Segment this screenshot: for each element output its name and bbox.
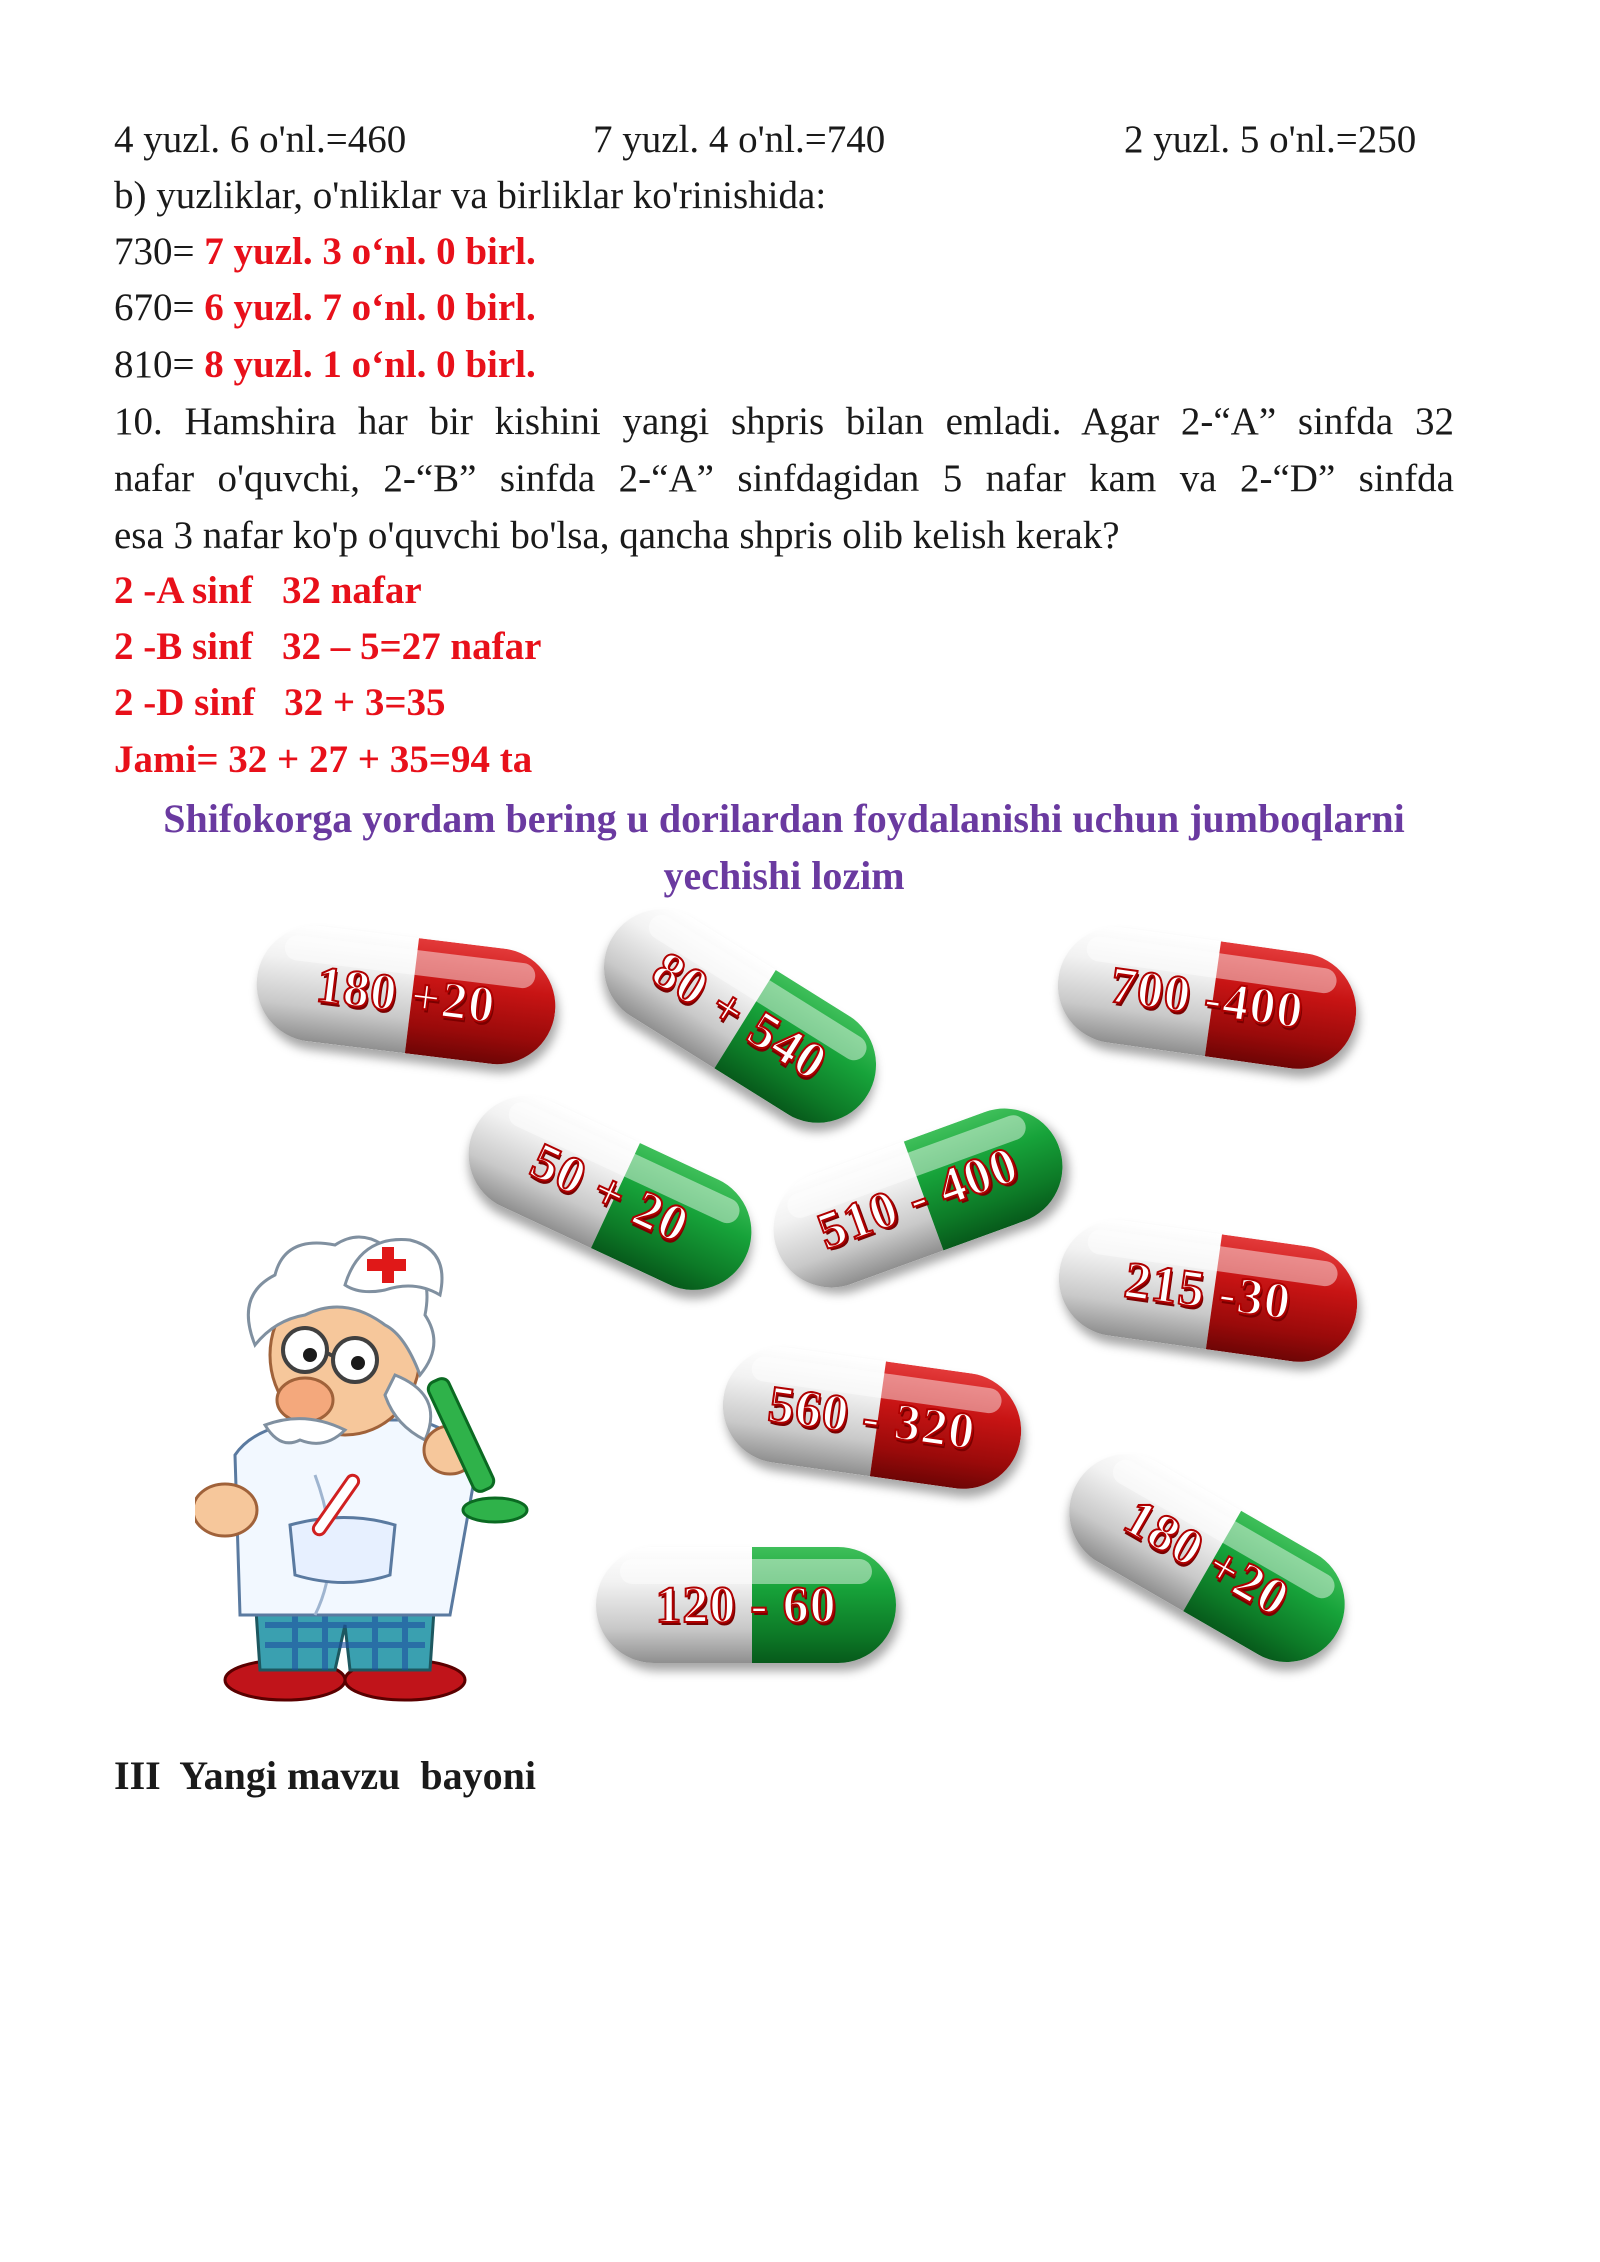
pill-label: 510 - 400 [810, 1135, 1026, 1261]
pill-label: 180 +20 [313, 955, 499, 1035]
pill-label: 700 -400 [1106, 956, 1308, 1040]
part-b-intro: b) yuzliklar, o'nliklar va birliklar ko'rinishida: [114, 174, 827, 217]
puzzle-title-line-1: Shifokorga yordam bering u dorilardan foydalanishi uchun jumboqlarni [163, 796, 1405, 841]
solution-line: 2 -B sinf 32 – 5=27 nafar [114, 625, 542, 668]
solution-total: Jami= 32 + 27 + 35=94 ta [114, 738, 533, 781]
part-b-row [114, 280, 536, 336]
part-b-row [114, 337, 536, 393]
problem-10-line-3: esa 3 nafar ko'p o'quvchi bo'lsa, qancha shpris olib kelish kerak? [114, 514, 1120, 557]
puzzle-title [114, 790, 1454, 904]
pill [596, 1547, 896, 1663]
row-answer: 6 yuzl. 7 o‘nl. 0 birl. [194, 286, 536, 329]
pill [1051, 1213, 1364, 1370]
pill [1048, 1433, 1366, 1683]
solution-line: 2 -A sinf 32 nafar [114, 569, 422, 612]
row-lhs: 670= [114, 286, 195, 329]
top-row-item-3: 2 yuzl. 5 o'nl.=250 [1124, 118, 1417, 161]
doctor-illustration [195, 1225, 585, 1705]
row-answer: 7 yuzl. 3 o‘nl. 0 birl. [194, 230, 536, 273]
part-b-row [114, 224, 536, 280]
row-lhs: 810= [114, 343, 195, 386]
pill [250, 919, 562, 1071]
puzzle-title-line-2: yechishi lozim [663, 853, 905, 898]
pill [715, 1340, 1028, 1497]
pill-label: 50 + 20 [522, 1131, 698, 1255]
row-answer: 8 yuzl. 1 o‘nl. 0 birl. [194, 343, 536, 386]
problem-10 [114, 393, 1454, 564]
row-lhs: 730= [114, 230, 195, 273]
top-row-item-2: 7 yuzl. 4 o'nl.=740 [593, 118, 886, 161]
solution-line: 2 -D sinf 32 + 3=35 [114, 681, 446, 724]
pill-label: 560 - 320 [764, 1375, 980, 1461]
pill-label: 180 +20 [1114, 1488, 1300, 1628]
top-row-item-1: 4 yuzl. 6 o'nl.=460 [114, 118, 407, 161]
pill-label: 215 -30 [1121, 1251, 1295, 1331]
section-heading: III Yangi mavzu bayoni [114, 1753, 536, 1798]
pill-label: 80 + 540 [642, 940, 838, 1092]
pill [1050, 920, 1363, 1077]
pill [582, 887, 898, 1144]
problem-10-line-2: nafar o'quvchi, 2-“B” sinfda 2-“A” sinfdagidan 5 nafar kam va 2-“D” sinfda [114, 457, 1454, 500]
problem-10-line-1: 10. Hamshira har bir kishini yangi shpris bilan emladi. Agar 2-“A” sinfda 32 [114, 400, 1454, 443]
pill-label: 120 - 60 [655, 1576, 837, 1634]
